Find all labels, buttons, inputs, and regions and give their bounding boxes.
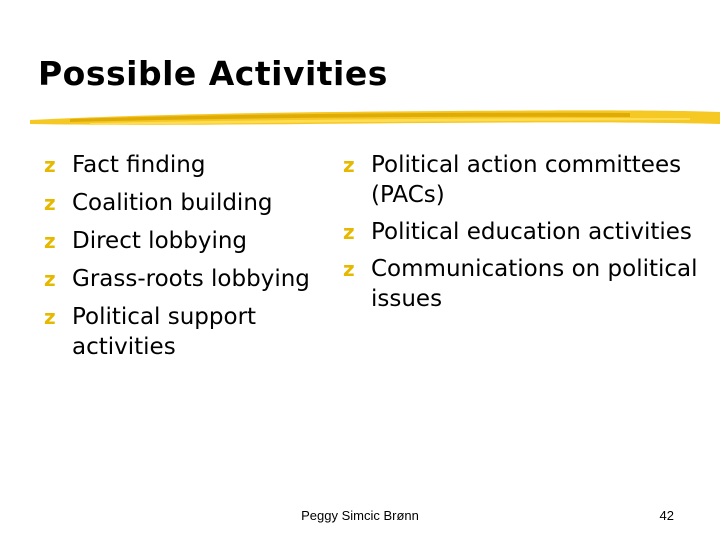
left-bullet-list bbox=[44, 150, 344, 370]
z-bullet-icon: z bbox=[343, 220, 355, 244]
list-item: z Political support activities bbox=[44, 304, 257, 360]
page-number: 42 bbox=[659, 508, 674, 523]
z-bullet-icon: z bbox=[343, 257, 355, 281]
list-item: z Fact finding bbox=[44, 152, 206, 178]
z-bullet-icon: z bbox=[44, 267, 56, 291]
z-bullet-icon: z bbox=[343, 153, 355, 177]
list-item: z Political education activities bbox=[343, 219, 692, 245]
z-bullet-icon: z bbox=[44, 305, 56, 329]
right-bullet-list bbox=[343, 150, 703, 321]
z-bullet-icon: z bbox=[44, 229, 56, 253]
list-item: z Coalition building bbox=[44, 190, 273, 216]
list-item: z Direct lobbying bbox=[44, 228, 248, 254]
list-item: z Political action committees (PACs) bbox=[343, 152, 682, 208]
slide-title: Possible Activities bbox=[38, 54, 388, 93]
list-item: z Communications on political issues bbox=[343, 256, 698, 312]
footer-author: Peggy Simcic Brønn bbox=[301, 508, 419, 523]
z-bullet-icon: z bbox=[44, 153, 56, 177]
list-item: z Grass-roots lobbying bbox=[44, 266, 310, 292]
z-bullet-icon: z bbox=[44, 191, 56, 215]
title-underline-stroke bbox=[30, 100, 720, 134]
